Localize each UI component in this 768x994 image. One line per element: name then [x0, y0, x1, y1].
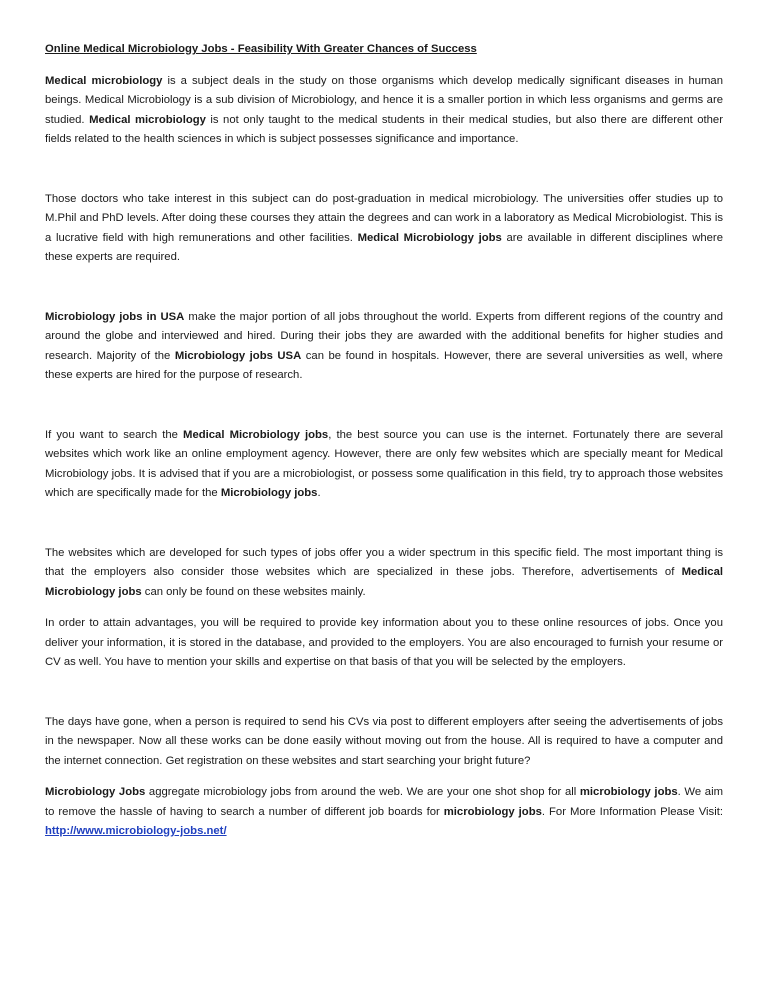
paragraph-text: , the best source you can use is the internet. Fortunately there are several websites which work like an online employment agency. However, there are only few websites which are specially meant for Medical Microbiology jobs. It is advised that if you are a microbiologist, or possess some qualification in this field, try to approach those websites which are specifically made for the: [45, 428, 724, 499]
paragraph-text: .: [317, 487, 321, 499]
website-link[interactable]: http://www.microbiology-jobs.net/: [45, 825, 227, 837]
paragraph-6: [45, 614, 723, 673]
bold-term: Microbiology jobs: [220, 487, 318, 499]
paragraph-text: make the major portion of all jobs throughout the world. Experts from different regions of the country and around the globe and interviewed and hired. During their jobs they are awarded with the additional benefits for higher studies and research. Majority of the: [45, 310, 724, 362]
bold-term: Medical microbiology: [45, 74, 163, 87]
bold-term: Microbiology Jobs: [45, 786, 146, 798]
paragraph-text: . For More Information Please Visit:: [541, 805, 723, 818]
paragraph-text: is not only taught to the medical students in their medical studies, but also there are different other fields related to the health sciences in which is subject possesses significance and importance.: [45, 113, 723, 145]
paragraph-text: Those doctors who take interest in this subject can do post-graduation in medical microbiology. The universities offer studies up to M.Phil and PhD levels. After doing these courses they attain the degrees and can work in a laboratory as Medical Microbiologist. This is a lucrative field with high remunerations and other facilities.: [45, 192, 723, 244]
paragraph-text: . We aim to remove the hassle of having to search a number of different job boards for: [45, 786, 723, 818]
paragraph-text: can be found in hospitals. However, there are several universities as well, where these experts are hired for the purpose of research.: [45, 349, 723, 381]
bold-term: Medical microbiology: [89, 113, 206, 126]
bold-term: Medical Microbiology jobs: [357, 231, 502, 244]
bold-term: microbiology jobs: [579, 786, 678, 798]
paragraph-text: is a subject deals in the study on those organisms which develop medically significant diseases in human beings. Medical Microbiology is a sub division of Microbiology, and hence it is a smaller portion in which less organisms and germs are studied.: [45, 74, 723, 126]
bold-term: Microbiology jobs USA: [174, 349, 302, 362]
page-title: Online Medical Microbiology Jobs - Feasibility With Greater Chances of Success: [45, 43, 477, 55]
paragraph-text: The websites which are developed for such types of jobs offer you a wider spectrum in this specific field. The most important thing is that the employers also consider those websites which are specialized in these jobs. Therefore, advertisements of: [45, 546, 723, 578]
paragraph-4: [45, 426, 723, 504]
paragraph-5: [45, 544, 723, 603]
document-page: [45, 40, 723, 842]
paragraph-8: [45, 783, 723, 842]
paragraph-text: aggregate microbiology jobs from around the web. We are your one shot shop for all: [145, 786, 580, 798]
paragraph-text: The days have gone, when a person is required to send his CVs via post to different employers after seeing the advertisements of jobs in the newspaper. Now all these works can be done easily without moving out from the house. All is required to have a computer and the internet connection. Get registration on these websites and start searching your bright future?: [45, 715, 723, 767]
bold-term: Microbiology jobs in USA: [45, 310, 185, 323]
paragraph-text: are available in different disciplines where these experts are required.: [45, 231, 723, 263]
paragraph-text: If you want to search the: [45, 428, 184, 441]
paragraph-1: [45, 72, 723, 150]
paragraph-7: [45, 713, 723, 772]
paragraph-text: can only be found on these websites mainly.: [141, 585, 366, 598]
paragraph-2: [45, 190, 723, 268]
paragraph-3: [45, 308, 723, 386]
bold-term: microbiology jobs: [443, 805, 542, 818]
bold-term: Medical Microbiology jobs: [183, 428, 329, 441]
bold-term: Medical Microbiology jobs: [45, 566, 723, 598]
paragraph-text: In order to attain advantages, you will be required to provide key information about you to these online resources of jobs. Once you deliver your information, it is stored in the database, and provided to the employers. You are also encouraged to furnish your resume or CV as well. You have to mention your skills and expertise on that basis of that you will be selected by the employers.: [45, 617, 723, 668]
